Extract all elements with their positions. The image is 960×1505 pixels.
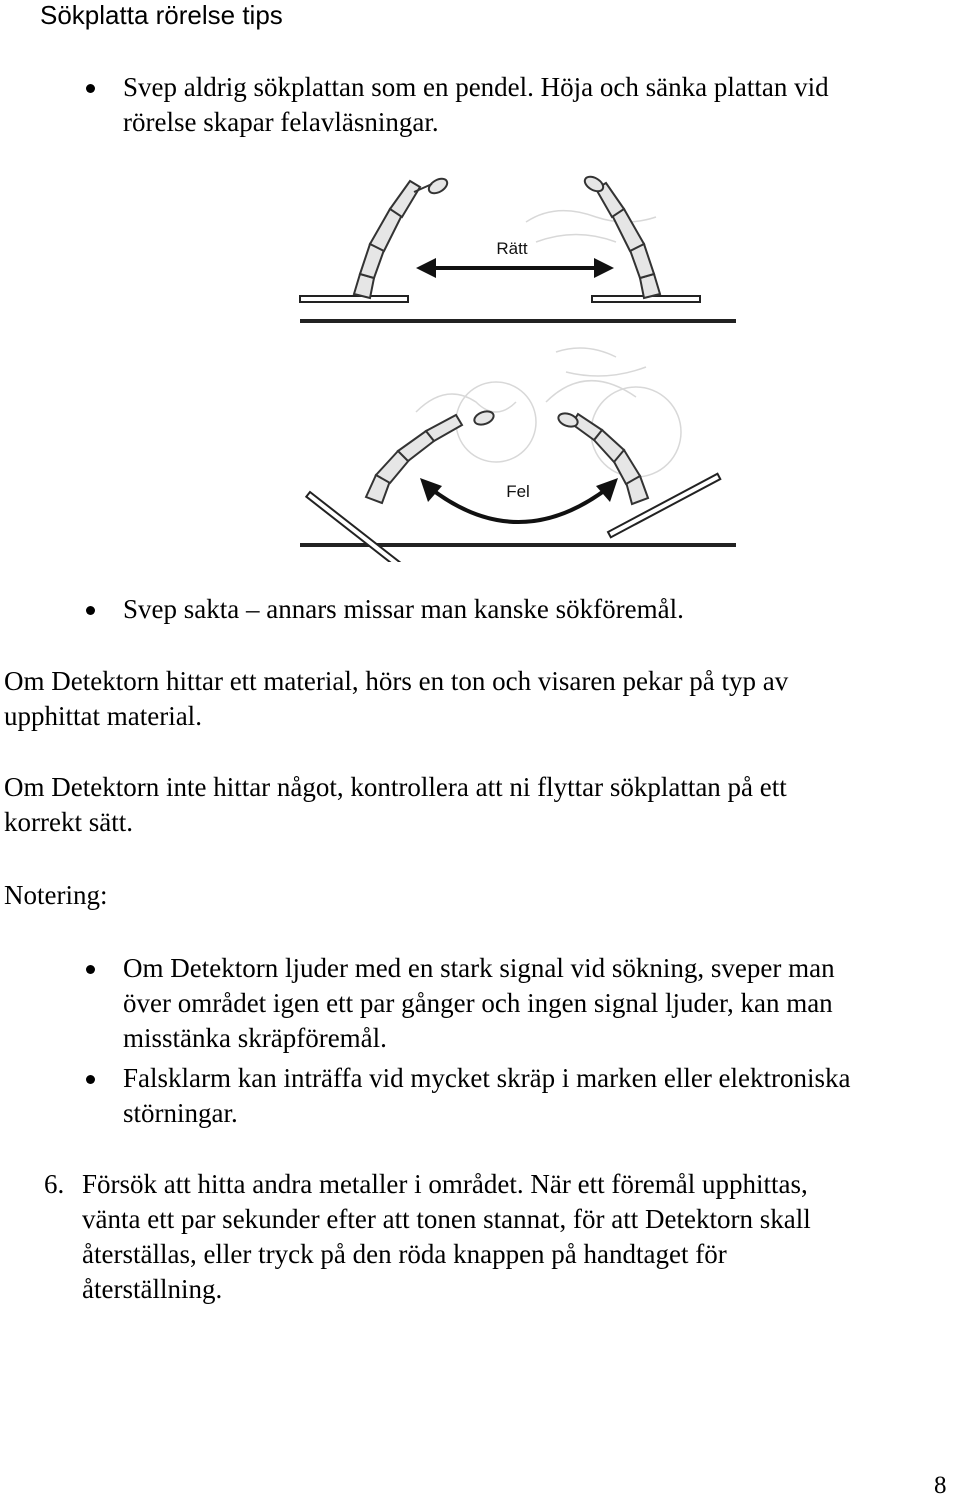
bullet-line: Svep aldrig sökplattan som en pendel. Höja och sänka plattan vid bbox=[123, 72, 829, 102]
detector-left bbox=[354, 176, 450, 298]
arrow-head-right bbox=[594, 258, 614, 278]
label-wrong: Fel bbox=[506, 482, 530, 501]
bullet-line: Falsklarm kan inträffa vid mycket skräp i marken eller elektroniska bbox=[123, 1063, 851, 1093]
bullet-item bbox=[123, 592, 684, 627]
bullet-line: misstänka skräpföremål. bbox=[123, 1023, 387, 1053]
step-text bbox=[82, 1167, 811, 1307]
paragraph bbox=[4, 664, 788, 734]
section-heading: Sökplatta rörelse tips bbox=[40, 0, 283, 30]
note-bullet-item bbox=[123, 951, 835, 1056]
step-line: vänta ett par sekunder efter att tonen stannat, för att Detektorn skall bbox=[82, 1204, 811, 1234]
note-heading: Notering: bbox=[4, 880, 108, 910]
note-bullet-item bbox=[123, 1061, 851, 1131]
bullet-line: över området igen ett par gånger och ingen signal ljuder, kan man bbox=[123, 988, 833, 1018]
bullet-item bbox=[123, 70, 829, 140]
paragraph-line: korrekt sätt. bbox=[4, 807, 133, 837]
label-correct: Rätt bbox=[496, 239, 528, 258]
correct-sweep-panel bbox=[300, 174, 736, 323]
arrow-head-left bbox=[416, 258, 436, 278]
paragraph-line: Om Detektorn inte hittar något, kontrollera att ni flyttar sökplattan på ett bbox=[4, 772, 787, 802]
bullet-line: rörelse skapar felavläsningar. bbox=[123, 107, 439, 137]
step-line: återställas, eller tryck på den röda knappen på handtaget för bbox=[82, 1239, 727, 1269]
bullet-line: störningar. bbox=[123, 1098, 238, 1128]
wrong-sweep-panel bbox=[300, 409, 736, 562]
step-number: 6. bbox=[44, 1169, 65, 1199]
sweep-technique-figure bbox=[296, 172, 746, 562]
curved-arrow-head-left bbox=[420, 478, 442, 502]
step-line: Försök att hitta andra metaller i området. När ett föremål upphittas, bbox=[82, 1169, 808, 1199]
bullet-line: Om Detektorn ljuder med en stark signal vid sökning, sveper man bbox=[123, 953, 835, 983]
bullet-line: Svep sakta – annars missar man kanske sökföremål. bbox=[123, 594, 684, 624]
step-line: återställning. bbox=[82, 1274, 223, 1304]
page-number: 8 bbox=[934, 1472, 947, 1499]
curved-arrow-head-right bbox=[596, 478, 618, 502]
paragraph-line: upphittat material. bbox=[4, 701, 202, 731]
ground-line bbox=[300, 319, 736, 323]
search-coil-left bbox=[300, 296, 408, 302]
search-coil-tilted-left bbox=[306, 492, 404, 562]
paragraph bbox=[4, 770, 787, 840]
paragraph-line: Om Detektorn hittar ett material, hörs en ton och visaren pekar på typ av bbox=[4, 666, 789, 696]
